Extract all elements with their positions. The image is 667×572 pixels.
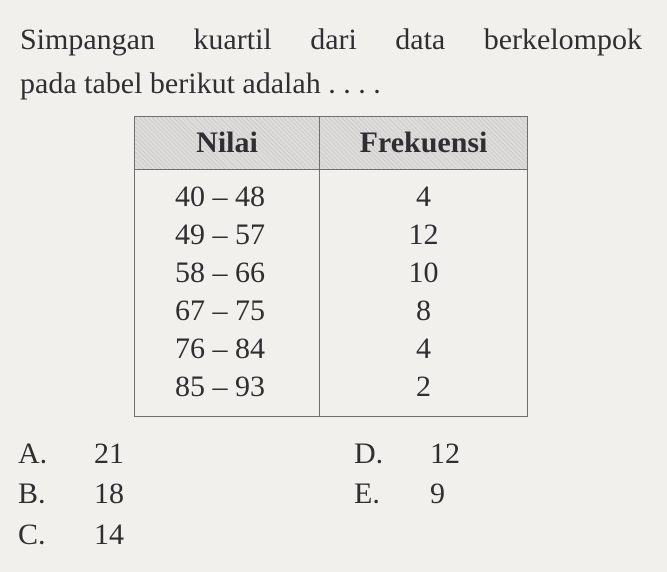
option-b[interactable] bbox=[18, 472, 124, 516]
cell-nilai: 40 – 48 bbox=[135, 170, 320, 217]
cell-nilai: 76 – 84 bbox=[135, 330, 320, 368]
option-value: 21 bbox=[94, 437, 124, 470]
cell-frekuensi: 12 bbox=[320, 216, 528, 254]
cell-frekuensi: 10 bbox=[320, 254, 528, 292]
cell-nilai: 58 – 66 bbox=[135, 254, 320, 292]
cell-nilai: 85 – 93 bbox=[135, 368, 320, 417]
option-letter: C. bbox=[18, 518, 46, 551]
cell-frekuensi: 2 bbox=[320, 368, 528, 417]
option-value: 14 bbox=[94, 518, 124, 551]
option-value: 9 bbox=[430, 477, 445, 510]
question-line-1: Simpangan kuartil dari data berkelompok bbox=[20, 23, 642, 56]
option-value: 12 bbox=[430, 437, 460, 470]
option-letter: B. bbox=[18, 477, 46, 510]
header-frekuensi: Frekuensi bbox=[320, 117, 528, 170]
option-letter: A. bbox=[18, 437, 48, 470]
table-row bbox=[135, 170, 528, 217]
cell-nilai: 67 – 75 bbox=[135, 292, 320, 330]
option-d[interactable] bbox=[354, 432, 460, 476]
table-row bbox=[135, 368, 528, 417]
cell-frekuensi: 4 bbox=[320, 330, 528, 368]
table-row bbox=[135, 292, 528, 330]
header-nilai: Nilai bbox=[135, 117, 320, 170]
table-row bbox=[135, 330, 528, 368]
cell-frekuensi: 8 bbox=[320, 292, 528, 330]
option-a[interactable] bbox=[18, 432, 124, 476]
table-row bbox=[135, 254, 528, 292]
frequency-table bbox=[134, 116, 528, 417]
table-header-row bbox=[135, 117, 528, 170]
option-letter: E. bbox=[354, 477, 380, 510]
answer-options bbox=[18, 432, 638, 562]
option-letter: D. bbox=[354, 437, 384, 470]
option-c[interactable] bbox=[18, 513, 124, 557]
question-text bbox=[20, 18, 642, 106]
option-e[interactable] bbox=[354, 472, 445, 516]
option-value: 18 bbox=[94, 477, 124, 510]
cell-nilai: 49 – 57 bbox=[135, 216, 320, 254]
table-row bbox=[135, 216, 528, 254]
question-line-2: pada tabel berikut adalah . . . . bbox=[20, 67, 381, 100]
cell-frekuensi: 4 bbox=[320, 170, 528, 217]
